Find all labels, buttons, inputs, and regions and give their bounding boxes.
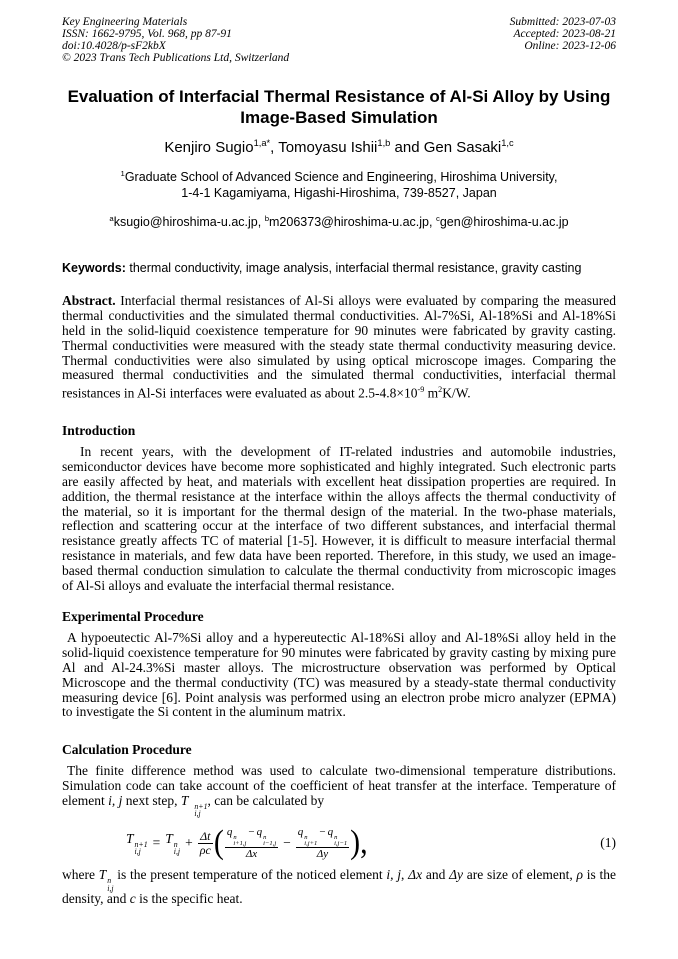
author-3-sup: 1,c — [501, 138, 514, 148]
eq-sub: i,j−1 — [334, 840, 348, 848]
eq-q-supsub — [303, 835, 317, 848]
abstract-text: m — [424, 385, 439, 401]
submitted-date: Submitted: 2023-07-03 — [509, 16, 616, 28]
eq-T-lhs — [126, 831, 148, 856]
var-dx: Δx — [408, 867, 423, 883]
journal-header — [62, 16, 616, 64]
where-text: is the density, and — [62, 867, 616, 907]
email-a: ksugio@hiroshima-u.ac.jp — [113, 215, 258, 230]
var-c: c — [129, 891, 136, 907]
where-paragraph — [62, 868, 616, 907]
math-T: T — [98, 867, 107, 883]
keywords-line — [62, 260, 616, 276]
keywords-label: Keywords: — [62, 261, 126, 276]
fraction-numerator: Δt — [198, 830, 213, 844]
calc-text-2: next step, — [122, 792, 181, 808]
fraction-qx — [225, 826, 278, 860]
abstract-label: Abstract. — [62, 293, 116, 309]
fraction-qy — [296, 826, 349, 860]
fraction-numerator — [296, 826, 349, 848]
math-T-sub: i,j — [107, 883, 114, 893]
keywords-text: thermal conductivity, image analysis, interfacial thermal resistance, gravity casting — [125, 261, 582, 276]
affiliation-sup: 1 — [120, 169, 125, 178]
experimental-paragraph: A hypoeutectic Al-7%Si alloy and a hypereutectic Al-18%Si alloy and Al-18%Si alloy held in the solid-liquid coexistence temperature for 90 minutes were fabricated by gravity casting by mixing pure Al and Al-24.3%Si master alloys. The microstructure observation was performed by Optical Microscope and the thermal conductivity (TC) was measured by a steady-state thermal conductivity measuring device [6]. Point analysis was performed using an electron probe micro analyzer (EPMA) to investigate the Si content in the aluminum matrix. — [62, 630, 616, 720]
affiliation-line-2: 1-4-1 Kagamiyama, Higashi-Hiroshima, 739-8527, Japan — [181, 186, 497, 201]
eq-q-supsub — [262, 835, 276, 848]
email-b: m206373@hiroshima-u.ac.jp — [269, 215, 430, 230]
section-heading-introduction: Introduction — [62, 423, 136, 439]
calc-text-3: , can be calculated by — [207, 792, 325, 808]
doi-line: doi:10.4028/p-sF2kbX — [62, 40, 166, 52]
abstract-exponent: -9 — [417, 385, 425, 395]
eq-sub: i+1,j — [233, 840, 247, 848]
email-c-sup: c — [435, 214, 440, 224]
eq-q: q — [297, 826, 304, 839]
eq-T-rhs — [165, 831, 180, 856]
journal-name: Key Engineering Materials — [62, 16, 188, 28]
author-1-sup: 1,a* — [253, 138, 271, 148]
author-1: Kenjiro Sugio — [164, 139, 254, 156]
var-dy: Δy — [449, 867, 463, 883]
author-separator: , — [270, 139, 279, 156]
eq-T: T — [165, 831, 173, 847]
online-date: Online: 2023-12-06 — [524, 40, 616, 52]
fraction-denominator: Δx — [245, 848, 258, 861]
abstract-text: K/W. — [442, 385, 471, 401]
fraction-dt-rhoc — [198, 830, 213, 857]
where-text: is the specific heat. — [135, 891, 243, 907]
section-heading-experimental: Experimental Procedure — [62, 609, 204, 625]
abstract-paragraph — [62, 294, 616, 401]
close-paren: ), — [350, 824, 368, 862]
fraction-denominator: Δy — [316, 848, 329, 861]
email-c: gen@hiroshima-u.ac.jp — [439, 215, 569, 230]
open-paren: ( — [213, 824, 224, 862]
eq-sub: i−1,j — [263, 840, 277, 848]
abstract-text: Interfacial thermal resistances of Al-Si alloys were evaluated by comparing the measured thermal conductivities and the simulated thermal conductivities. Al-7%Si, Al-18%Si and Al-18%Si held in the solid-liquid coexistence temperature for 90 minutes were fabricated by gravity casting. Thermal conductivities were measured with the steady state thermal conductivity measuring device. Thermal conductivities were also simulated by using optical microscope images. Comparing the measured thermal conductivities and the simulated thermal conductivities, interfacial thermal resistances in Al-Si interfaces were evaluated as about 2.5-4.8×10 — [62, 293, 616, 401]
equation-number: (1) — [600, 835, 616, 851]
email-a-sup: a — [109, 214, 114, 224]
calculation-paragraph — [62, 764, 616, 817]
eq-T-lhs-supsub — [134, 841, 148, 856]
where-text: where — [62, 867, 99, 883]
email-b-sup: b — [264, 214, 270, 224]
math-T-sup: n+1 — [194, 801, 208, 811]
email-separator: , — [429, 215, 436, 230]
math-T-sup: n — [107, 876, 112, 886]
eq-sup: n — [263, 833, 267, 841]
affiliation-line-1: Graduate School of Advanced Science and Engineering, Hiroshima University, — [124, 170, 558, 185]
dates-info — [510, 16, 616, 64]
eq-sup: n+1 — [134, 839, 148, 849]
minus-sign: − — [319, 826, 326, 839]
var-ij: i, j — [108, 792, 123, 808]
math-T-supsub — [188, 803, 207, 818]
math-T-supsub — [106, 877, 113, 892]
eq-sub: i,j+1 — [304, 840, 318, 848]
equation-1 — [126, 826, 369, 860]
title-line-2: Image-Based Simulation — [240, 108, 438, 127]
affiliation — [62, 166, 616, 201]
issn-line: ISSN: 1662-9795, Vol. 968, pp 87-91 — [62, 28, 232, 40]
eq-sub: i,j — [134, 847, 141, 857]
where-text: is the present temperature of the noticed element — [113, 867, 387, 883]
eq-sup: n — [233, 833, 237, 841]
eq-sup: n — [334, 833, 338, 841]
abstract-exponent: 2 — [438, 385, 443, 395]
minus-sign: − — [283, 835, 291, 851]
authors-line — [62, 134, 616, 157]
var-ij: i, j — [386, 867, 402, 883]
math-T: T — [180, 792, 189, 808]
eq-q: q — [226, 826, 233, 839]
where-text: are size of element, — [462, 867, 577, 883]
eq-q-supsub — [333, 835, 347, 848]
minus-sign: − — [248, 826, 255, 839]
where-text: , — [401, 867, 409, 883]
title-line-1: Evaluation of Interfacial Thermal Resistance of Al-Si Alloy by Using — [67, 87, 611, 106]
math-T-sub: i,j — [194, 809, 201, 819]
plus-sign: + — [185, 835, 193, 851]
eq-q: q — [256, 826, 263, 839]
fraction-numerator — [225, 826, 278, 848]
where-text: and — [422, 867, 450, 883]
equals-sign: = — [152, 835, 161, 851]
introduction-paragraph: In recent years, with the development of IT-related industries and automobile industries, semiconductor devices have become more sophisticated and highly integrated. Such electronic parts are easily affected by heat, and materials with excellent heat dissipation properties are required. In addition, the thermal resistance at the interface within the alloys affects the thermal conductivity of the material, so it is important for the thermal design of the material. In the two-phase materials, reflection and scattering occur at the interface of two different substances, and interfacial thermal resistance greatly affects TC of material [1-5]. However, it is difficult to measure interfacial thermal resistance in materials, and few data have been reported. Therefore, in this study, we used an image-based thermal conduction simulation to calculate the thermal conductivity from microscopic images of Al-Si alloys and evaluate the interfacial thermal resistance. — [62, 444, 616, 593]
section-heading-calculation: Calculation Procedure — [62, 742, 192, 758]
author-separator: and — [390, 139, 424, 156]
equation-1-row — [62, 826, 616, 860]
copyright-line: © 2023 Trans Tech Publications Ltd, Switzerland — [62, 52, 290, 64]
author-2-sup: 1,b — [377, 138, 391, 148]
eq-sup: n — [304, 833, 308, 841]
eq-sup: n — [173, 839, 178, 849]
calc-text-1: The finite difference method was used to calculate two-dimensional temperature distributions. Simulation code can take account of the coefficient of heat transfer at the interface. Temperature of element — [62, 763, 616, 808]
var-rho: ρ — [576, 867, 584, 883]
journal-info — [62, 16, 289, 64]
eq-q: q — [327, 826, 334, 839]
eq-T: T — [126, 831, 134, 847]
author-emails — [62, 214, 616, 229]
eq-q-supsub — [232, 835, 246, 848]
paper-title — [62, 86, 616, 128]
fraction-denominator: ρc — [199, 842, 211, 857]
author-2: Tomoyasu Ishii — [278, 139, 378, 156]
eq-sub: i,j — [173, 847, 181, 857]
author-3: Gen Sasaki — [423, 139, 502, 156]
eq-T-rhs-supsub — [173, 841, 180, 856]
accepted-date: Accepted: 2023-08-21 — [513, 28, 616, 40]
email-separator: , — [257, 215, 265, 230]
